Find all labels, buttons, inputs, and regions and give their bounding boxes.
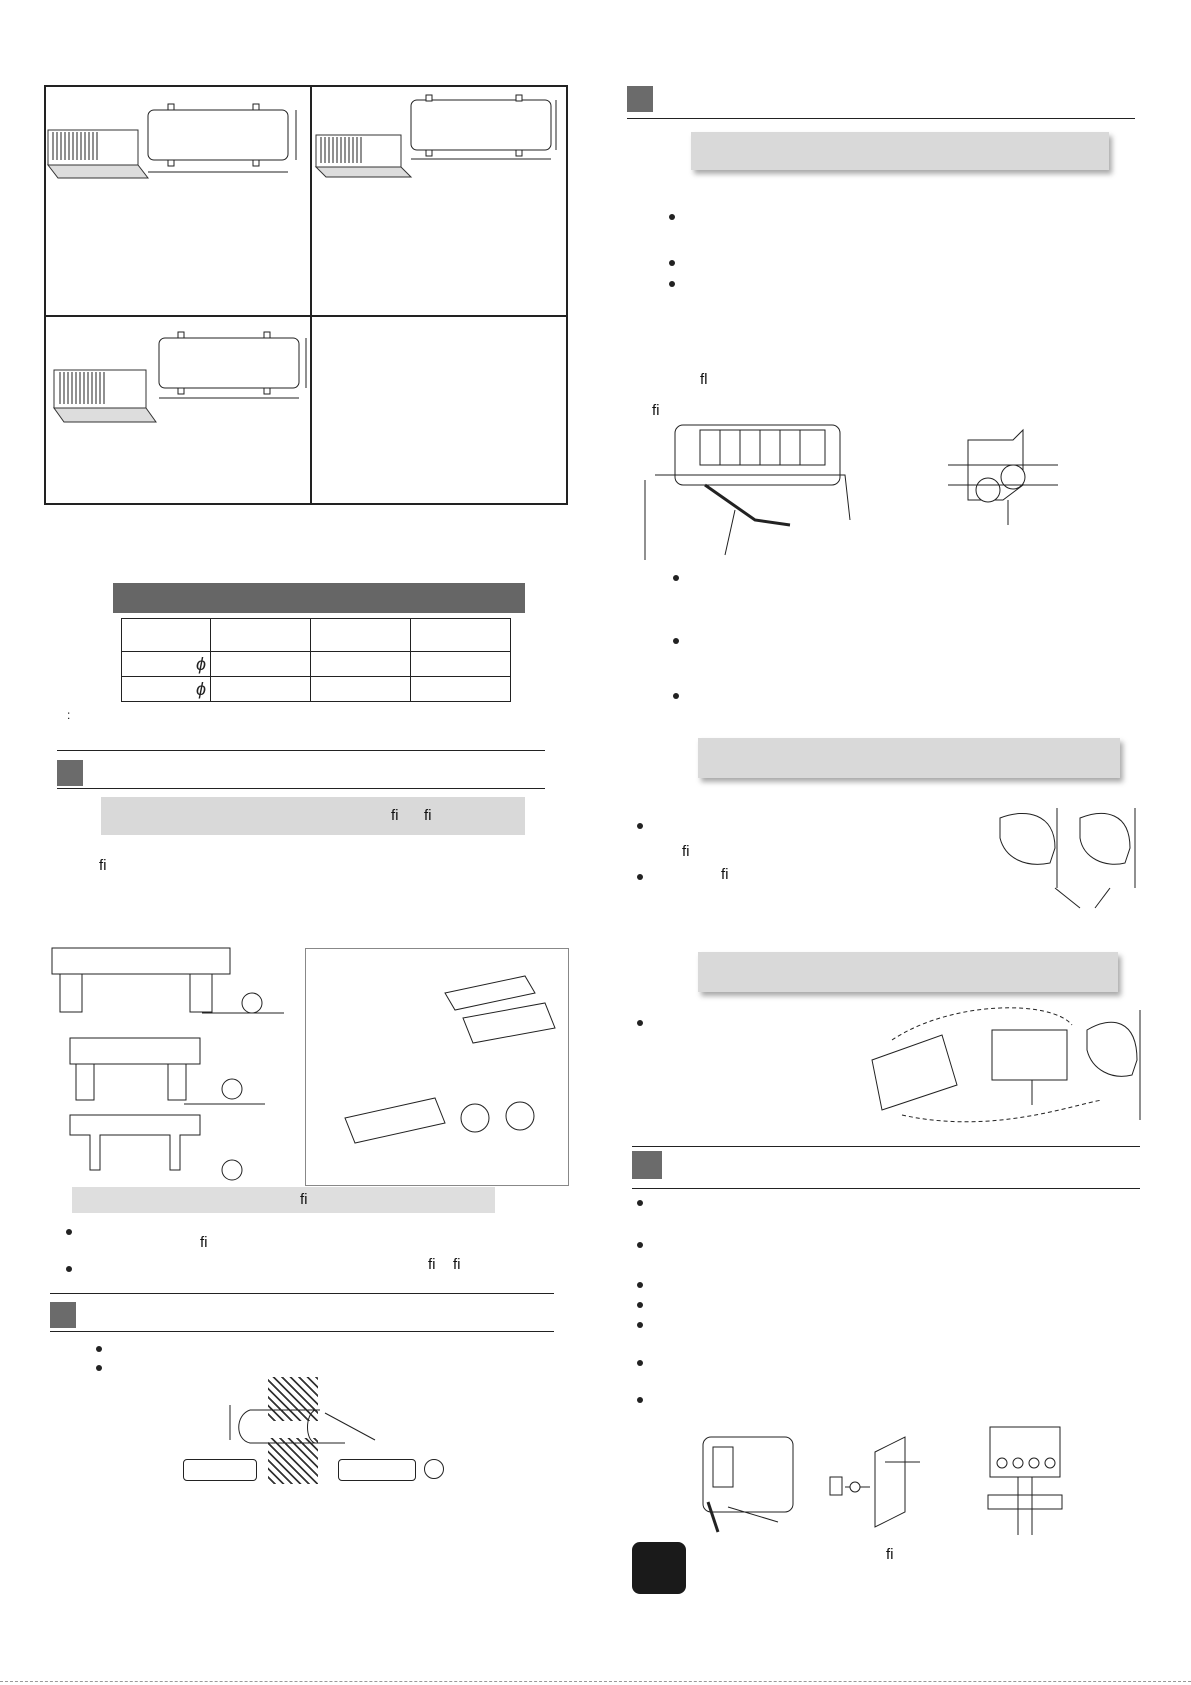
ligature-fi: ﬁ: [652, 402, 660, 419]
section-rule: [57, 788, 545, 789]
section-marker: [632, 1151, 662, 1179]
bullet: [96, 1365, 102, 1371]
bullet: [673, 638, 679, 644]
terminal-screw-diagram: [825, 1432, 925, 1532]
phi-symbol: ϕ: [195, 678, 206, 699]
bullet: [669, 260, 675, 266]
bullet: [637, 1020, 643, 1026]
page-trim-line: [0, 1681, 1191, 1682]
bullet: [637, 1360, 643, 1366]
bullet: [96, 1346, 102, 1352]
hanging-unit-illustration: [995, 808, 1140, 908]
section-rule: [627, 118, 1135, 119]
mounting-plate-diagram-1: [52, 948, 292, 1018]
bullet: [669, 281, 675, 287]
ligature-fi: ﬁ: [682, 843, 690, 860]
table-row: [122, 652, 511, 677]
bullet: [637, 823, 643, 829]
section-header-band: [691, 132, 1109, 170]
section-marker: [50, 1302, 76, 1328]
wiring-connection-diagram: [698, 1432, 798, 1532]
ligature-fi: ﬁ: [99, 857, 107, 874]
ligature-fi: ﬁ: [200, 1234, 208, 1251]
section-header-band: [698, 952, 1118, 992]
bullet: [673, 575, 679, 581]
grid-horizontal-divider: [46, 315, 566, 317]
ligature-fi: ﬁ: [300, 1191, 308, 1208]
bullet: [673, 693, 679, 699]
section-rule: [632, 1146, 1140, 1147]
bullet: [66, 1229, 72, 1235]
table-row: [122, 619, 511, 652]
bullet: [637, 874, 643, 880]
wall-hole-pipe-diagram: [225, 1395, 385, 1455]
ligature-fi: ﬁ: [391, 807, 399, 824]
label-box-left: [183, 1459, 257, 1481]
mounting-plate-diagram-3: [70, 1115, 270, 1195]
section-marker: [57, 760, 83, 786]
outdoor-unit-diagram-1: [48, 100, 298, 195]
ligature-fi: ﬁ: [453, 1256, 461, 1273]
pipe-spec-table: [121, 618, 511, 702]
section-header-band: [101, 797, 525, 835]
bullet: [669, 214, 675, 220]
bullet: [637, 1322, 643, 1328]
ligature-fi: ﬁ: [886, 1546, 894, 1563]
ligature-fi: ﬁ: [428, 1256, 436, 1273]
page-number-badge: [632, 1542, 686, 1594]
bullet: [637, 1200, 643, 1206]
phi-symbol: ϕ: [195, 653, 206, 674]
notice-band: [72, 1187, 495, 1213]
indoor-unit-piping-diagram: [645, 420, 865, 560]
terminal-block-diagram: [988, 1425, 1063, 1535]
table-row: [122, 677, 511, 702]
section-rule: [632, 1188, 1140, 1189]
ligature-fl: ﬂ: [700, 371, 708, 388]
ligature-fi: ﬁ: [424, 807, 432, 824]
bullet: [637, 1282, 643, 1288]
outdoor-unit-diagram-2: [316, 95, 566, 190]
bullet: [637, 1242, 643, 1248]
section-header-band: [698, 738, 1120, 778]
indoor-unit-illustration: [305, 948, 567, 1184]
bullet: [637, 1302, 643, 1308]
section-rule: [50, 1293, 554, 1294]
ligature-fi: ﬁ: [721, 866, 729, 883]
bullet: [66, 1266, 72, 1272]
mounting-sequence-illustration: [872, 1010, 1147, 1135]
mounting-plate-diagram-2: [70, 1038, 270, 1108]
pipe-bracket-detail: [948, 425, 1058, 525]
section-marker: [627, 86, 653, 112]
label-box-right: [338, 1459, 416, 1481]
bullet: [637, 1397, 643, 1403]
spec-table-band: [113, 583, 525, 613]
outdoor-unit-diagram-3: [54, 330, 314, 440]
section-rule: [50, 1331, 554, 1332]
section-rule: [57, 750, 545, 751]
grid-vertical-divider: [310, 87, 312, 503]
table-note-colon: :: [67, 708, 71, 722]
label-circle: [424, 1459, 444, 1479]
